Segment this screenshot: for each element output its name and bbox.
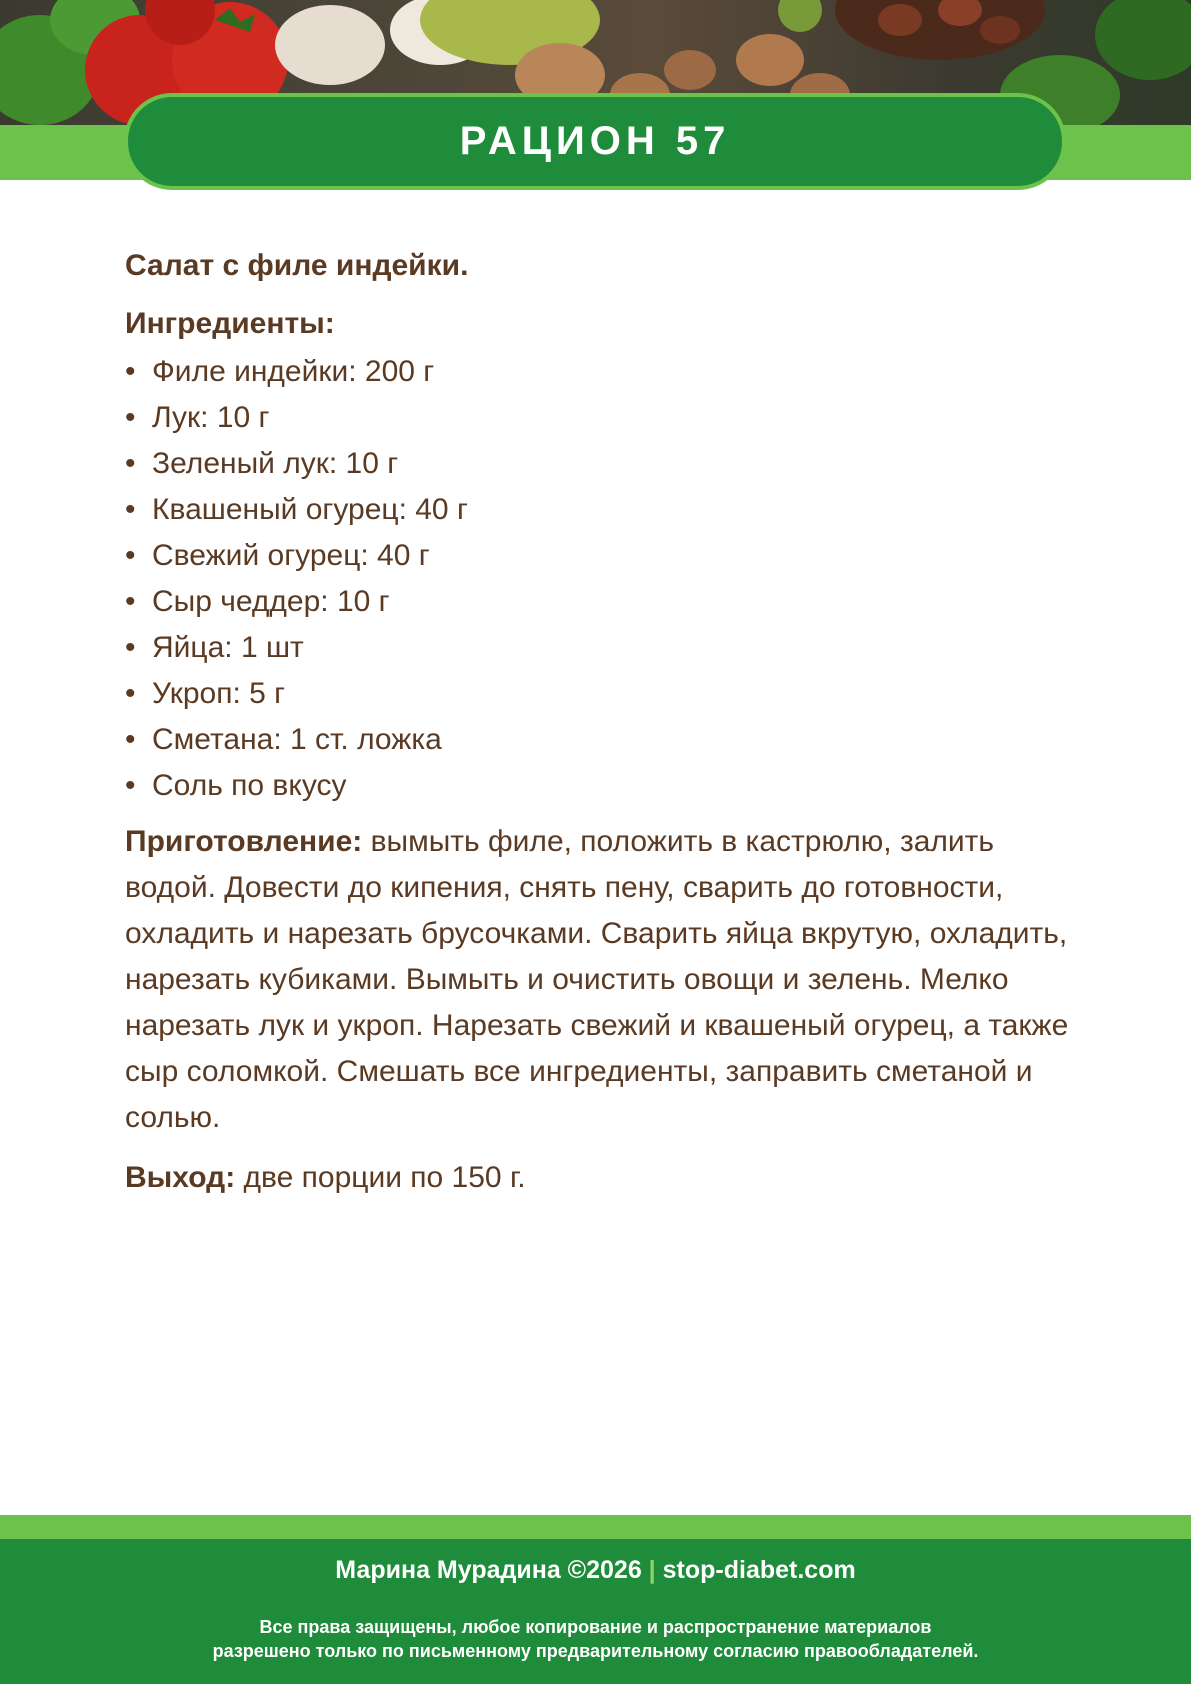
footer-green-strip	[0, 1515, 1191, 1539]
footer-credits	[0, 1552, 1191, 1588]
ingredients-list	[125, 349, 1075, 809]
preparation-paragraph	[125, 819, 1075, 1141]
dish-title: Салат с филе индейки.	[125, 249, 469, 282]
list-item: • Квашеный огурец: 40 г	[125, 487, 1075, 533]
preparation-label: Приготовление:	[125, 825, 363, 858]
yield-paragraph	[125, 1155, 1075, 1201]
list-item: • Зеленый лук: 10 г	[125, 441, 1075, 487]
yield-label: Выход:	[125, 1161, 236, 1194]
footer	[0, 1539, 1191, 1684]
footer-site-link[interactable]: stop-diabet.com	[662, 1556, 856, 1584]
footer-rights-line: Все права защищены, любое копирование и распространение материалов	[259, 1617, 932, 1637]
list-item: • Яйца: 1 шт	[125, 625, 1075, 671]
footer-separator: |	[648, 1556, 656, 1584]
list-item: • Укроп: 5 г	[125, 671, 1075, 717]
list-item: • Сыр чеддер: 10 г	[125, 579, 1075, 625]
list-item: • Филе индейки: 200 г	[125, 349, 1075, 395]
recipe-content	[125, 240, 1075, 1215]
preparation-text: вымыть филе, положить в кастрюлю, залить водой. Довести до кипения, снять пену, сварить до готовности, охладить и нарезать брусочками. Сварить яйца вкрутую, охладить, нарезать кубиками. Вымыть и очистить овощи и зелень. Мелко нарезать лук и укроп. Нарезать свежий и квашеный огурец, а также сыр соломкой. Смешать все ингредиенты, заправить сметаной и солью.	[125, 825, 1069, 1134]
yield-text: две порции по 150 г.	[235, 1161, 526, 1194]
list-item: • Свежий огурец: 40 г	[125, 533, 1075, 579]
footer-author: Марина Мурадина ©2026	[335, 1556, 642, 1584]
list-item: • Соль по вкусу	[125, 763, 1075, 809]
title-banner	[124, 93, 1066, 190]
list-item: • Лук: 10 г	[125, 395, 1075, 441]
footer-rights-line: разрешено только по письменному предварительному согласию правообладателей.	[212, 1641, 979, 1661]
page-title: РАЦИОН 57	[459, 119, 731, 163]
footer-rights	[0, 1615, 1191, 1663]
ingredients-heading: Ингредиенты:	[125, 307, 335, 340]
list-item: • Сметана: 1 ст. ложка	[125, 717, 1075, 763]
